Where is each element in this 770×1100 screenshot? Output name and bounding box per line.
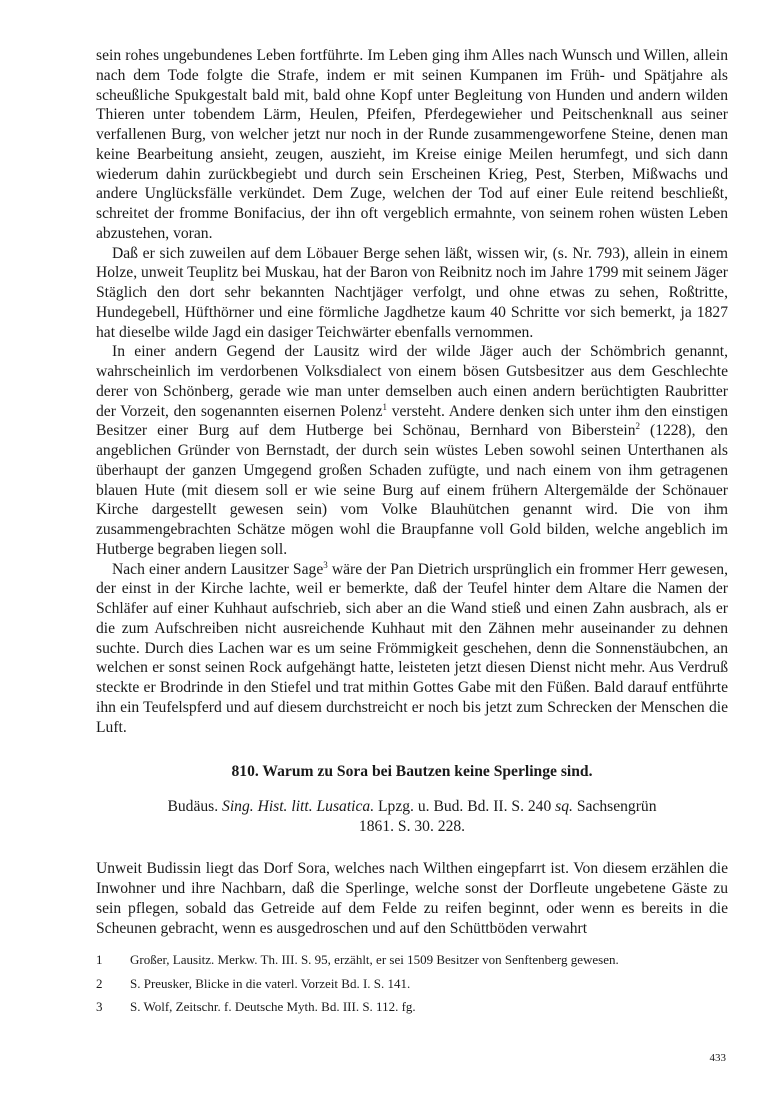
paragraph-4-text-b: wäre der Pan Dietrich ursprünglich ein frommer Herr gewesen, der einst in der Kirche lachte, weil er bemerkte, daß der Teufel hinter dem Altare die Namen der Schläfer auf einer Kuhhaut aufschrieb, sich aber an die Wand stieß und einen Zahn ausbrach, als er die zum Aufschreiben nicht ausreichende Kuhhaut mit den Zähnen mehr auseinander zu dehnen suchte. Durch dies Lachen war es um seine Frömmigkeit geschehen, denn die Sonnenstäubchen, an welchen er sonst seinen Rock aufgehängt hatte, leisteten jetzt diesen Dienst nicht mehr. Aus Verdruß steckte er Brodrinde in den Stiefel und trat mithin Gottes Gabe mit den Füßen. Bald darauf entführte ihn ein Teufelspferd und auf diesem durchstreicht er noch bis jetzt zum Schrecken der Menschen die Luft. bbox=[96, 560, 728, 736]
footnote-ref-2: 2 bbox=[635, 421, 641, 432]
section-body: Unweit Budissin liegt das Dorf Sora, welches nach Wilthen eingepfarrt ist. Von diesem erzählen die Inwohner und ihre Nachbarn, daß die Sperlinge, welche sonst der Dorfleute ungebetene Gäste zu sein pflegen, sobald das Getreide auf dem Felde zu reifen beginnt, oder wenn es bereits in die Scheunen gebracht, wenn es ausgedroschen und auf den Schüttböden verwahrt bbox=[96, 860, 728, 937]
footnote-number: 3 bbox=[96, 999, 103, 1015]
page-content bbox=[96, 46, 728, 1023]
paragraph-3-text-b: versteht. Andere denken sich unter ihm den einstigen Besitzer einer Burg auf dem Hutberge bei Schönau, Bernhard von Biberstein bbox=[96, 402, 728, 440]
source-mid: Lpzg. u. Bud. Bd. II. S. 240 bbox=[374, 798, 556, 816]
footnote-text: S. Wolf, Zeitschr. f. Deutsche Myth. Bd. III. S. 112. fg. bbox=[130, 999, 416, 1015]
source-suffix: Sachsengrün 1861. S. 30. 228. bbox=[358, 798, 657, 836]
source-title: Sing. Hist. litt. Lusatica. bbox=[222, 798, 375, 816]
footnotes bbox=[96, 952, 728, 1015]
footnote-3 bbox=[96, 999, 728, 1015]
section-source bbox=[152, 797, 672, 837]
footnote-number: 2 bbox=[96, 975, 103, 991]
footnote-ref-3: 3 bbox=[323, 559, 328, 570]
paragraph-1: sein rohes ungebundenes Leben fortführte. Im Leben ging ihm Alles nach Wunsch und Willen, allein nach dem Tode folgte die Strafe, indem er mit seinen Kumpanen im Früh- und Spätjahre als scheußliche Spukgestalt bald mit, bald ohne Kopf unter Begleitung von Hunden und andern wilden Thieren unter tobendem Lärm, Heulen, Pfeifen, Pferdegewieher und Peitschenknall aus seiner verfallenen Burg, von welcher jetzt nur noch in der Runde zusammengeworfene Steine, denen man keine Bearbeitung ansieht, zeugen, auszieht, im Kreise einige Meilen herumfegt, und sich dann wiederum dahin zurückbegiebt und durch sein Erscheinen Krieg, Pest, Sterben, Mißwachs und andere Unglücksfälle verkündet. Dem Zuge, welchen der Tod auf einer Eule reitend beschließt, schreitet der fromme Bonifacius, der ihn oft vergeblich ermahnte, von seinem rohen wüsten Leben abzustehen, voran. bbox=[96, 47, 728, 242]
footnote-ref-1: 1 bbox=[382, 401, 388, 412]
footnote-text: S. Preusker, Blicke in die vaterl. Vorzeit Bd. I. S. 141. bbox=[130, 975, 411, 991]
source-sq: sq. bbox=[555, 798, 573, 816]
paragraph-2: Daß er sich zuweilen auf dem Löbauer Berge sehen läßt, wissen wir, (s. Nr. 793), allein in einem Holze, unweit Teuplitz bei Muskau, hat der Baron von Reibnitz noch im Jahre 1799 mit seinem Jäger Stäglich den dort sehr bekannten Nachtjäger verfolgt, und ohne etwas zu sehen, Roßtritte, Hundegebell, Hüfthörner und eine förmliche Jagdhetze kaum 40 Schritte vor sich bemerkt, ja 1827 hat dieselbe wilde Jagd ein dasiger Teichwärter ebenfalls vernommen. bbox=[96, 244, 728, 341]
footnote-number: 1 bbox=[96, 952, 103, 968]
paragraph-4-text-a: Nach einer andern Lausitzer Sage bbox=[112, 560, 324, 578]
footnote-text: Großer, Lausitz. Merkw. Th. III. S. 95, erzählt, er sei 1509 Besitzer von Senftenberg gewesen. bbox=[130, 952, 619, 968]
footnote-2 bbox=[96, 976, 728, 992]
section-heading: 810. Warum zu Sora bei Bautzen keine Sperlinge sind. bbox=[231, 763, 593, 781]
paragraph-3-text-c: (1228), den angeblichen Gründer von Bernstadt, der durch sein wüstes Leben sowohl seinen Unterthanen als überhaupt der ganzen Umgegend großen Schaden zufügte, und nach einem von ihm getragenen blauen Hute (mit diesem soll er wie seine Burg auf einem frühern Altergemälde der Schönauer Kirche dargestellt gewesen sein) vom Volke Blauhütchen genannt wird. Die von ihm zusammengebrachten Schätze mögen wohl die Braupfanne voll Gold bilden, welche angeblich im Hutberge begraben liegen soll. bbox=[96, 422, 728, 558]
paragraph-4 bbox=[96, 560, 728, 738]
footnote-1 bbox=[96, 952, 728, 968]
paragraph-3-text-a: In einer andern Gegend der Lausitz wird der wilde Jäger auch der Schömbrich genannt, wahrscheinlich im verdorbenen Volksdialect von einem bösen Gutsbesitzer aus dem Geschlechte derer von Schönberg, gerade wie man unter demselben auch einen andern berüchtigten Raubritter der Vorzeit, den sogenannten eisernen Polenz bbox=[96, 343, 728, 420]
page-number: 433 bbox=[709, 1052, 726, 1064]
paragraph-3 bbox=[96, 342, 728, 559]
source-prefix: Budäus. bbox=[167, 798, 223, 816]
